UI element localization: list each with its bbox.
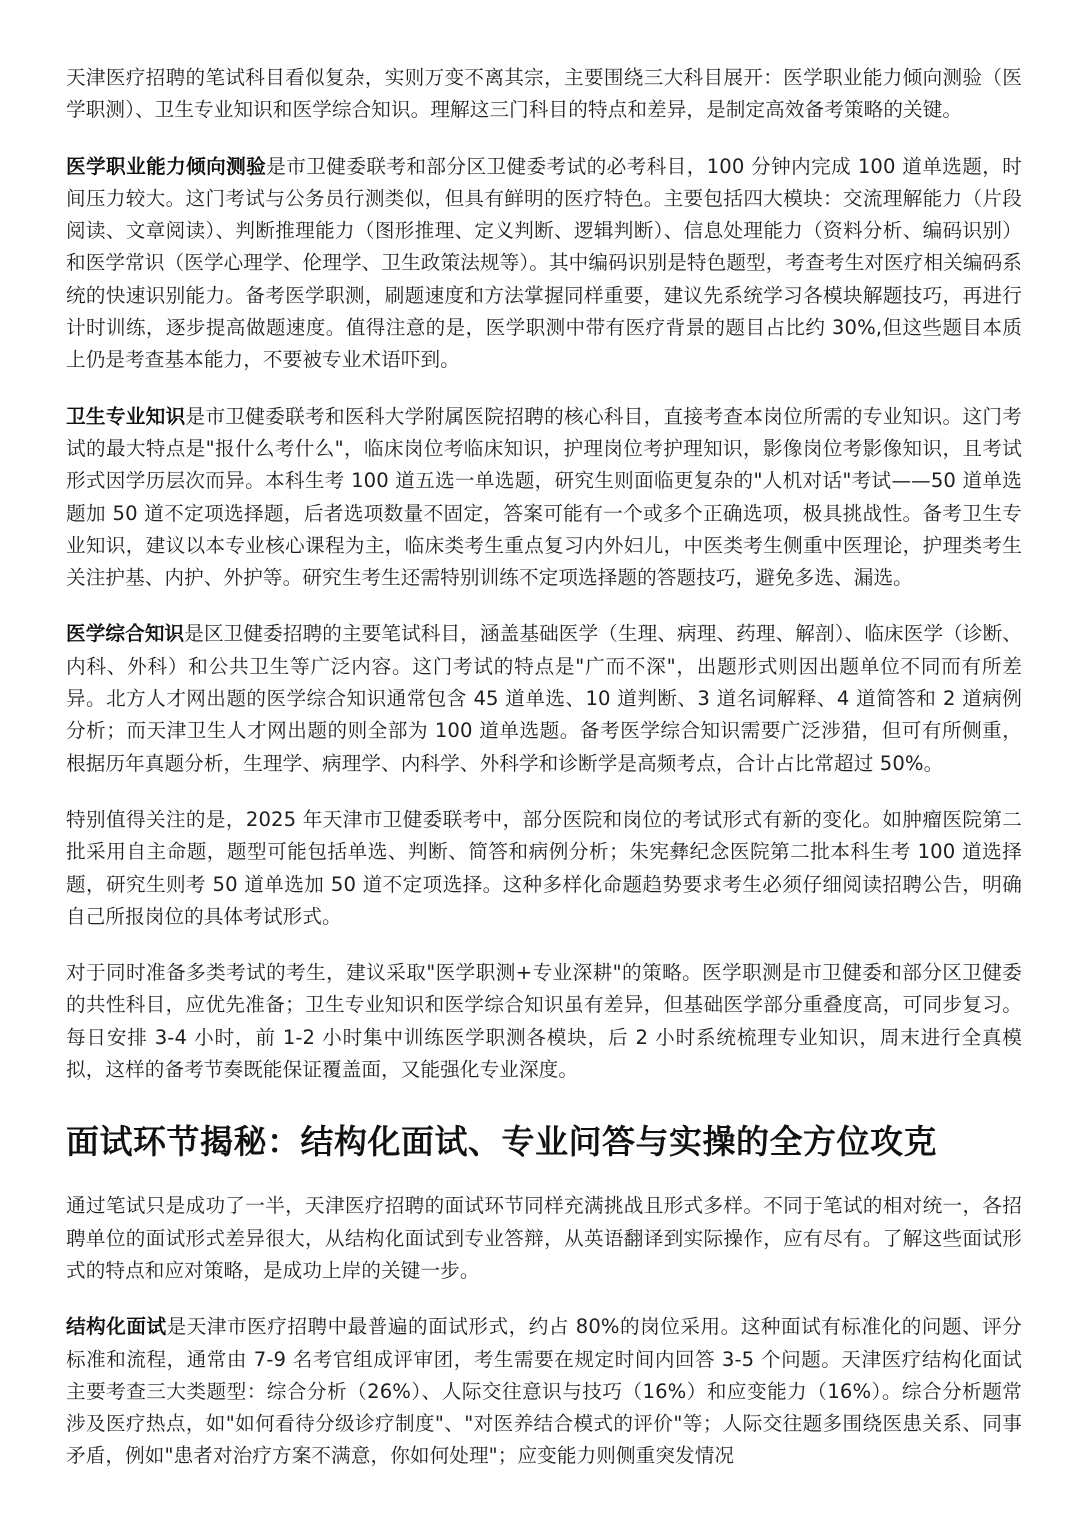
bold-term: 结构化面试 [66,1315,167,1339]
document-page [66,62,1022,1473]
bold-term: 医学综合知识 [66,622,185,646]
paragraph-text: 是市卫健委联考和医科大学附属医院招聘的核心科目，直接考查本岗位所需的专业知识。这门考试的最大特点是"报什么考什么"，临床岗位考临床知识，护理岗位考护理知识，影像岗位考影像知识，且考试形式因学历层次而异。本科生考 100 道五选一单选题，研究生则面临更复杂的"人机对话"考试——50 道单选题加 50 道不定项选择题，后者选项数量不固定，答案可能有一个或多个正确选项，极具挑战性。备考卫生专业知识，建议以本专业核心课程为主，临床类考生重点复习内外妇儿，中医类考生侧重中医理论，护理类考生关注护基、内护、外护等。研究生考生还需特别训练不定项选择题的答题技巧，避免多选、漏选。 [66,404,1022,590]
paragraph-study-strategy [66,957,1022,1086]
paragraph-text: 是市卫健委联考和部分区卫健委考试的必考科目，100 分钟内完成 100 道单选题，时间压力较大。这门考试与公务员行测类似，但具有鲜明的医疗特色。主要包括四大模块：交流理解能力（片段阅读、文章阅读）、判断推理能力（图形推理、定义判断、逻辑判断）、信息处理能力（资料分析、编码识别）和医学常识（医学心理学、伦理学、卫生政策法规等）。其中编码识别是特色题型，考查考生对医疗相关编码系统的快速识别能力。备考医学职测，刷题速度和方法掌握同样重要，建议先系统学习各模块解题技巧，再进行计时训练，逐步提高做题速度。值得注意的是，医学职测中带有医疗背景的题目占比约 30%,但这些题目本质上仍是考查基本能力，不要被专业术语吓到。 [66,154,1023,372]
paragraph-health-knowledge [66,401,1022,595]
paragraph-structured-interview [66,1311,1022,1472]
paragraph-medical-comprehensive [66,618,1022,779]
paragraph-text: 天津医疗招聘的笔试科目看似复杂，实则万变不离其宗，主要围绕三大科目展开：医学职业能力倾向测验（医学职测）、卫生专业知识和医学综合知识。理解这三门科目的特点和差异，是制定高效备考策略的关键。 [66,66,1022,122]
paragraph-text: 对于同时准备多类考试的考生，建议采取"医学职测+专业深耕"的策略。医学职测是市卫健委和部分区卫健委的共性科目，应优先准备；卫生专业知识和医学综合知识虽有差异，但基础医学部分重叠度高，可同步复习。每日安排 3-4 小时，前 1-2 小时集中训练医学职测各模块，后 2 小时系统梳理专业知识，周末进行全真模拟，这样的备考节奏既能保证覆盖面，又能强化专业深度。 [66,961,1022,1082]
paragraph-text: 是区卫健委招聘的主要笔试科目，涵盖基础医学（生理、病理、药理、解剖）、临床医学（诊断、内科、外科）和公共卫生等广泛内容。这门考试的特点是"广而不深"，出题形式则因出题单位不同而有所差异。北方人才网出题的医学综合知识通常包含 45 道单选、10 道判断、3 道名词解释、4 道简答和 2 道病例分析；而天津卫生人才网出题的则全部为 100 道单选题。备考医学综合知识需要广泛涉猎，但可有所侧重，根据历年真题分析，生理学、病理学、内科学、外科学和诊断学是高频考点，合计占比常超过 50%。 [66,622,1022,775]
bold-term: 卫生专业知识 [66,404,186,428]
bold-term: 医学职业能力倾向测验 [66,154,267,178]
paragraph-interview-intro [66,1190,1022,1287]
paragraph-2025-changes [66,804,1022,933]
paragraph-text: 特别值得关注的是，2025 年天津市卫健委联考中，部分医院和岗位的考试形式有新的变化。如肿瘤医院第二批采用自主命题，题型可能包括单选、判断、简答和病例分析；朱宪彝纪念医院第二批本科生考 100 道选择题，研究生则考 50 道单选加 50 道不定项选择。这种多样化命题趋势要求考生必须仔细阅读招聘公告，明确自己所报岗位的具体考试形式。 [66,807,1022,928]
paragraph-medical-aptitude [66,151,1022,377]
section-heading: 面试环节揭秘：结构化面试、专业问答与实操的全方位攻克 [66,1122,937,1162]
paragraph-intro [66,62,1022,127]
paragraph-text: 通过笔试只是成功了一半，天津医疗招聘的面试环节同样充满挑战且形式多样。不同于笔试的相对统一，各招聘单位的面试形式差异很大，从结构化面试到专业答辩，从英语翻译到实际操作，应有尽有。了解这些面试形式的特点和应对策略，是成功上岸的关键一步。 [66,1194,1022,1282]
paragraph-text: 是天津市医疗招聘中最普遍的面试形式，约占 80%的岗位采用。这种面试有标准化的问题、评分标准和流程，通常由 7-9 名考官组成评审团，考生需要在规定时间内回答 3-5 个问题。天津医疗结构化面试主要考查三大类题型：综合分析（26%）、人际交往意识与技巧（16%）和应变能力（16%）。综合分析题常涉及医疗热点，如"如何看待分级诊疗制度"、"对医养结合模式的评价"等；人际交往题多围绕医患关系、同事矛盾，例如"患者对治疗方案不满意，你如何处理"；应变能力则侧重突发情况 [66,1315,1023,1468]
